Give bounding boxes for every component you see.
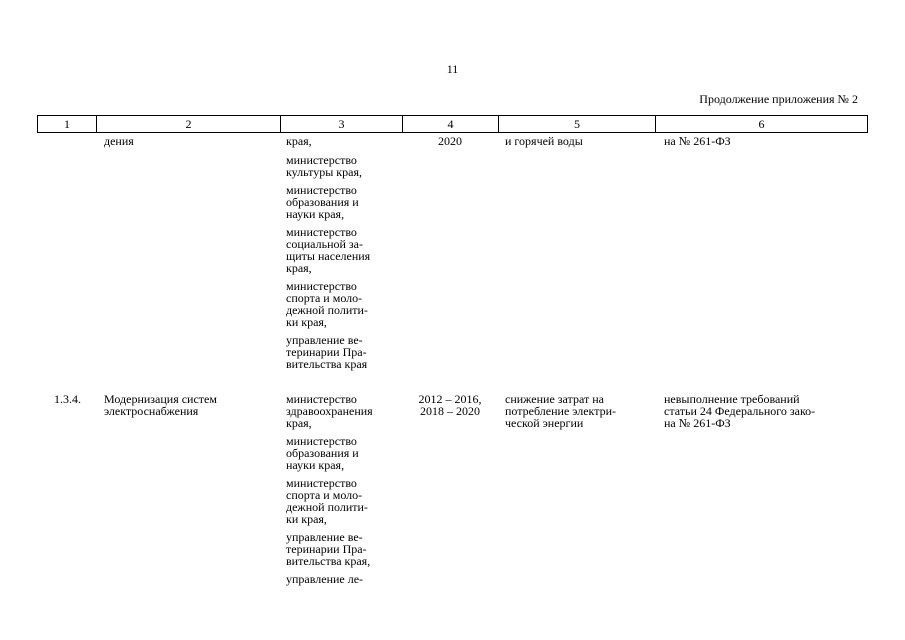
text-line: и горячей воды [505, 134, 583, 148]
executor-entry [286, 334, 398, 370]
text-line: спорта и моло- [286, 488, 363, 502]
row-number: 1.3.4. [54, 392, 81, 406]
text-line: управление ве- [286, 530, 363, 544]
text-line: статьи 24 Федерального зако- [664, 404, 816, 418]
text-line: культуры края, [286, 165, 362, 179]
text-line: образования и [286, 195, 359, 209]
text-line: министерство [286, 434, 357, 448]
executor-entry [286, 154, 398, 178]
executor-entry [286, 280, 398, 328]
column-header-1: 1 [38, 116, 97, 133]
column-number-header [37, 115, 868, 133]
text-line: дежной полити- [286, 500, 368, 514]
executor-entry [286, 226, 398, 274]
executor-entry [286, 435, 398, 471]
executors-list-top [286, 154, 398, 376]
text-line: министерство [286, 225, 357, 239]
text-line: ки края, [286, 512, 327, 526]
text-line: электроснабжения [104, 404, 199, 418]
text-line: щиты населения [286, 249, 371, 263]
executor-entry [286, 184, 398, 220]
text-line: здравоохранения [286, 404, 373, 418]
text-line: 2012 – 2016, [418, 392, 482, 406]
text-line: края, [286, 261, 312, 275]
text-line: министерство [286, 392, 357, 406]
executor-entry [286, 573, 398, 585]
text-line: министерство [286, 279, 357, 293]
text-line: науки края, [286, 207, 345, 221]
event-name [104, 393, 279, 417]
executors-list-row-134 [286, 393, 398, 591]
text-line: управление ве- [286, 333, 363, 347]
text-line: министерство [286, 183, 357, 197]
page-number: 11 [446, 62, 459, 76]
executor-entry [286, 531, 398, 567]
text-line: 2018 – 2020 [420, 404, 480, 418]
executor-entry [286, 393, 398, 429]
text-line: теринарии Пра- [286, 345, 367, 359]
text-line: 2020 [438, 134, 462, 148]
text-line: невыполнение требований [664, 392, 800, 406]
column-header-6: 6 [656, 116, 868, 133]
text-line: ки края, [286, 315, 327, 329]
column-header-2: 2 [97, 116, 281, 133]
text-line: науки края, [286, 458, 345, 472]
text-line: Модернизация систем [104, 392, 217, 406]
executor-entry [286, 477, 398, 525]
continued-period [404, 135, 496, 147]
text-line: дения [104, 134, 134, 148]
text-line: края, [286, 416, 312, 430]
text-line: на № 261-ФЗ [664, 134, 731, 148]
text-line: потребление электри- [505, 404, 616, 418]
continued-result [505, 135, 652, 147]
text-line: теринарии Пра- [286, 542, 367, 556]
text-line: края, [286, 134, 312, 148]
implementation-period [404, 393, 496, 417]
column-header-5: 5 [499, 116, 656, 133]
continued-consequence [664, 135, 864, 147]
text-line: социальной за- [286, 237, 363, 251]
text-line: управление ле- [286, 572, 364, 586]
non-implementation-consequence [664, 393, 864, 429]
text-line: вительства края, [286, 554, 371, 568]
text-line: ческой энергии [505, 416, 584, 430]
appendix-continuation-note: Продолжение приложения № 2 [699, 92, 858, 106]
text-line: на № 261-ФЗ [664, 416, 731, 430]
expected-result [505, 393, 652, 429]
text-line: вительства края [286, 357, 368, 371]
column-header-3: 3 [281, 116, 403, 133]
continued-event-name [104, 135, 279, 147]
text-line: образования и [286, 446, 359, 460]
continued-executor [286, 135, 398, 147]
text-line: дежной полити- [286, 303, 368, 317]
text-line: снижение затрат на [505, 392, 604, 406]
text-line: министерство [286, 476, 357, 490]
text-line: спорта и моло- [286, 291, 363, 305]
column-header-4: 4 [403, 116, 499, 133]
text-line: министерство [286, 153, 357, 167]
